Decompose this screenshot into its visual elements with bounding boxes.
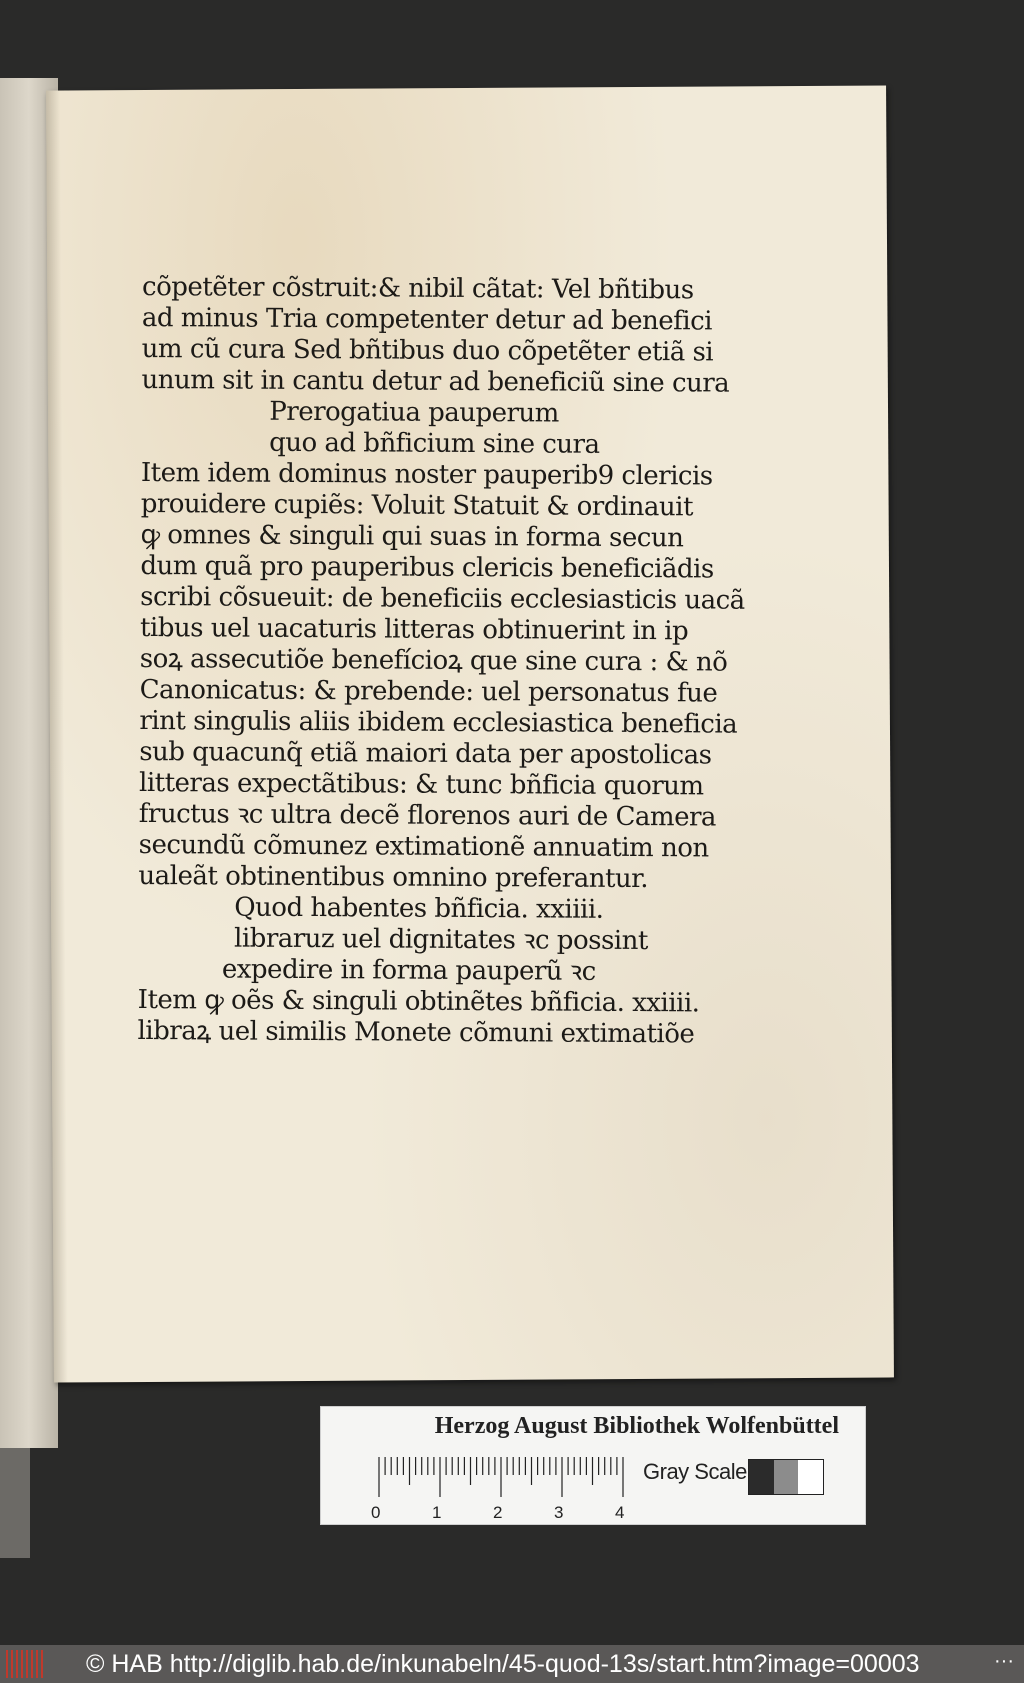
text-line: um cũ cura Sed bñtibus duo cõpetẽter etiã si: [141, 333, 714, 368]
heading-line: Quod habentes bñficia. xxiiii.: [234, 892, 604, 925]
text-line: libraꝝ uel similis Monete cõmuni extimatiõe: [137, 1015, 695, 1050]
scale-ruler-card: [320, 1406, 866, 1525]
text-line: prouidere cupiẽs: Voluit Statuit & ordinauit: [140, 488, 694, 523]
heading-line: expedire in forma pauperũ ꝛc: [221, 954, 596, 987]
text-line: dum quã pro pauperibus clericis beneficiãdis: [140, 550, 714, 585]
text-line: Canonicatus: & prebende: uel personatus fue: [139, 674, 718, 709]
binding-edge: [0, 1448, 30, 1558]
ruler-number: 3: [554, 1503, 564, 1522]
text-line: ꝙ omnes & singuli qui suas in forma secun: [140, 519, 684, 554]
ruler-number: 0: [371, 1503, 381, 1522]
gray-scale-swatches: [748, 1459, 824, 1495]
swatch-dark: [749, 1460, 774, 1494]
text-line: Item idem dominus noster pauperib9 clericis: [140, 457, 713, 492]
text-line: ualeãt obtinentibus omnino preferantur.: [138, 860, 649, 895]
gray-scale-label: Gray Scale: [643, 1459, 747, 1484]
status-bar: [0, 1645, 1024, 1683]
text-line: rint singulis aliis ibidem ecclesiastica beneficia: [139, 705, 738, 740]
swatch-mid: [774, 1460, 799, 1494]
library-name: Herzog August Bibliothek Wolfenbüttel: [434, 1413, 839, 1439]
ruler-number: 2: [493, 1503, 503, 1522]
document-page: [46, 85, 894, 1382]
text-line: litteras expectãtibus: & tunc bñficia quorum: [138, 767, 704, 802]
status-url[interactable]: © HAB http://diglib.hab.de/inkunabeln/45-quod-13s/start.htm?image=00003: [86, 1649, 920, 1678]
ruler-number: 4: [615, 1503, 625, 1522]
hab-logo-icon: [6, 1650, 46, 1678]
text-line: unum sit in cantu detur ad beneficiũ sine cura: [141, 364, 730, 399]
text-line: Item ꝙ oẽs & singuli obtinẽtes bñficia. xxiiii.: [137, 984, 700, 1019]
ruler-number: 1: [432, 1503, 442, 1522]
more-icon[interactable]: ···: [994, 1650, 1014, 1672]
text-line: tibus uel uacaturis litteras obtinuerint in ip: [139, 612, 689, 647]
text-line: cõpetẽter cõstruit:& nibil cãtat: Vel bñtibus: [141, 271, 694, 306]
text-line: sub quacunq̃ etiã maiori data per apostolicas: [139, 736, 712, 771]
text-line: ad minus Tria competenter detur ad benefici: [141, 302, 713, 337]
text-line: soꝝ assecutiõe benefícioꝝ que sine cura : & nõ: [139, 643, 728, 678]
swatch-light: [798, 1460, 823, 1494]
heading-line: libraruz uel dignitates ꝛc possint: [234, 923, 648, 957]
text-line: scribi cõsueuit: de beneficiis ecclesiasticis uacã: [140, 581, 745, 616]
heading-line: Prerogatiua pauperum: [269, 396, 559, 429]
heading-line: quo ad bñficium sine cura: [269, 427, 600, 460]
ruler-scale: [377, 1457, 629, 1501]
text-line: fructus ꝛc ultra decẽ florenos auri de Camera: [138, 798, 717, 833]
text-line: secundũ cõmunez extimationẽ annuatim non: [138, 829, 709, 864]
incunable-text: [137, 271, 745, 1051]
